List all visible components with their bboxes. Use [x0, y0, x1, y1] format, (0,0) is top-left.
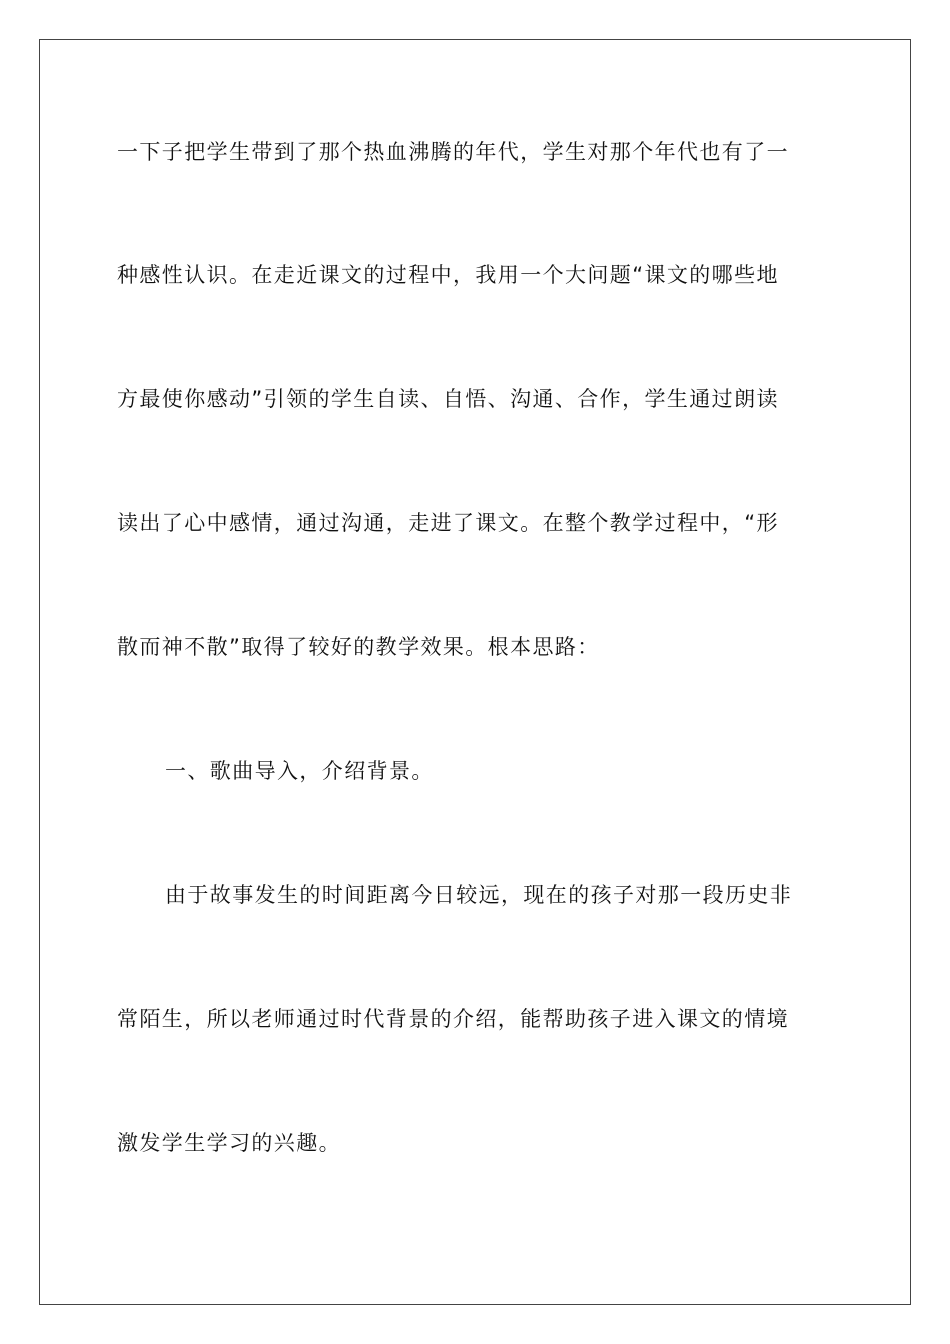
paragraph-line: 读出了心中感情，通过沟通，走进了课文。在整个教学过程中，“形 — [117, 511, 779, 535]
section-heading: 一、歌曲导入，介绍背景。 — [165, 759, 434, 783]
page-border — [39, 39, 911, 1305]
paragraph-line: 常陌生，所以老师通过时代背景的介绍，能帮助孩子进入课文的情境 — [117, 1007, 789, 1031]
paragraph-line: 种感性认识。在走近课文的过程中，我用一个大问题“课文的哪些地 — [117, 263, 779, 287]
paragraph-line: 方最使你感动”引领的学生自读、自悟、沟通、合作，学生通过朗读 — [117, 387, 779, 411]
paragraph-line: 散而神不散”取得了较好的教学效果。根本思路： — [117, 635, 600, 659]
paragraph-line: 一下子把学生带到了那个热血沸腾的年代，学生对那个年代也有了一 — [117, 140, 789, 164]
paragraph-line: 由于故事发生的时间距离今日较远，现在的孩子对那一段历史非 — [165, 883, 793, 907]
paragraph-line: 激发学生学习的兴趣。 — [117, 1131, 341, 1155]
